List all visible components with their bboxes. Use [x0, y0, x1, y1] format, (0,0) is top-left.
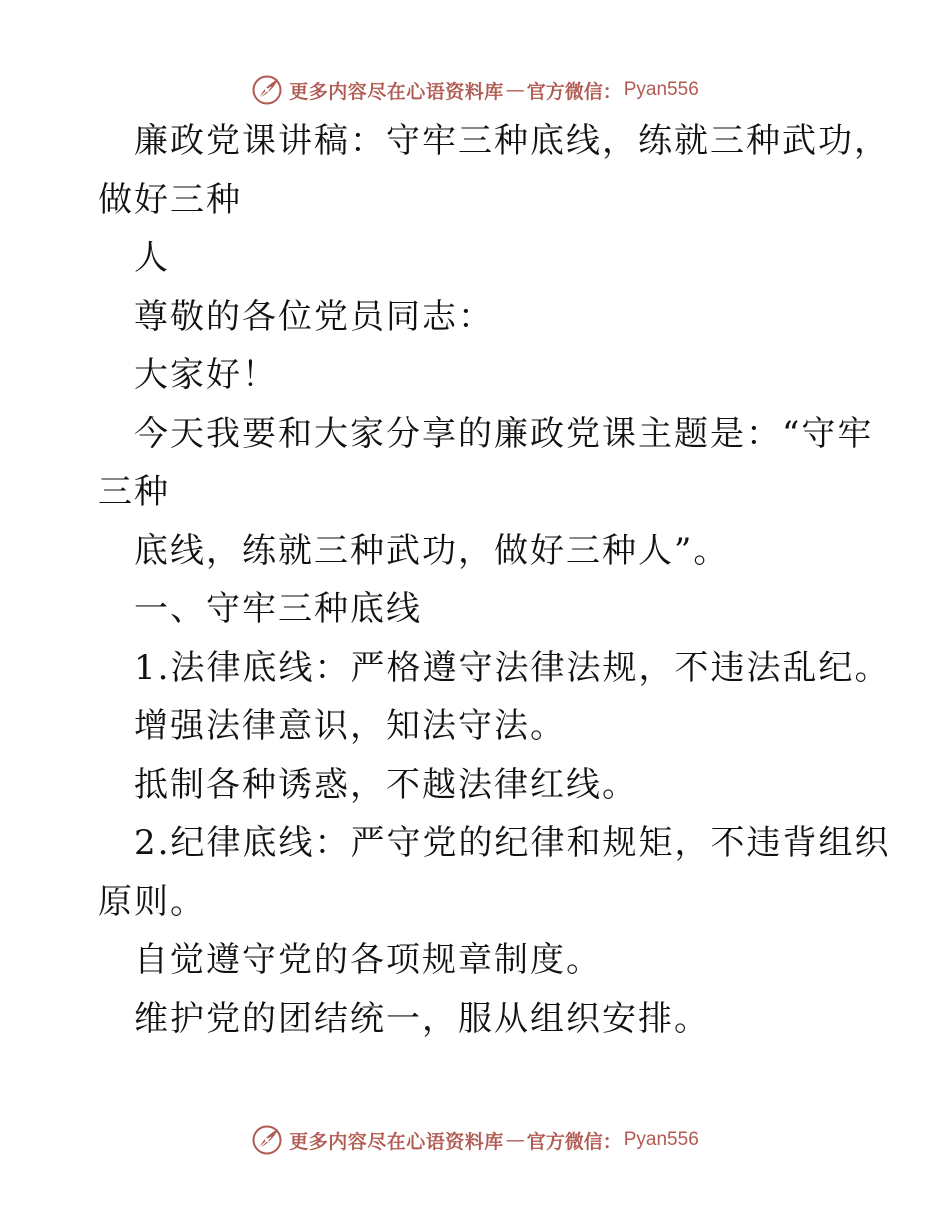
paragraph-line: 增强法律意识，知法守法。 [134, 706, 566, 746]
watermark-site-text: 更多内容尽在心语资料库 [289, 1130, 504, 1153]
feather-pen-logo-icon [251, 1124, 283, 1156]
watermark-header [0, 70, 950, 110]
watermark-contact-label: 官方微信： [526, 1130, 622, 1153]
title-line-3: 人 [134, 238, 170, 278]
watermark-wechat-id: Pyan556 [623, 79, 699, 100]
salutation: 尊敬的各位党员同志： [134, 296, 494, 337]
greeting: 大家好！ [134, 355, 278, 395]
feather-pen-logo-icon [251, 74, 283, 106]
watermark-footer [0, 1120, 950, 1160]
section-heading: 一、守牢三种底线 [134, 589, 422, 629]
paragraph-line: 底线，练就三种武功，做好三种人”。 [134, 530, 730, 571]
paragraph-line: 自觉遵守党的各项规章制度。 [134, 940, 602, 980]
paragraph-line: 原则。 [98, 881, 206, 922]
list-item: 2.纪律底线：严守党的纪律和规矩，不违背组织 [134, 823, 891, 863]
paragraph-line: 维护党的团结统一，服从组织安排。 [134, 998, 710, 1039]
paragraph-line: 三种 [98, 472, 170, 512]
watermark-dash: — [505, 1129, 523, 1151]
title-line-1: 廉政党课讲稿：守牢三种底线，练就三种武功， [134, 121, 890, 161]
watermark-dash: — [505, 79, 523, 101]
watermark-wechat-id: Pyan556 [623, 1129, 699, 1150]
document-body [98, 112, 891, 1048]
paragraph-line: 今天我要和大家分享的廉政党课主题是：“守牢 [134, 413, 874, 454]
watermark-contact-label: 官方微信： [526, 80, 622, 103]
list-item: 1.法律底线：严格遵守法律法规，不违法乱纪。 [134, 647, 891, 688]
watermark-site-text: 更多内容尽在心语资料库 [289, 80, 504, 103]
paragraph-line: 抵制各种诱惑，不越法律红线。 [134, 764, 638, 805]
title-line-2: 做好三种 [98, 179, 242, 220]
